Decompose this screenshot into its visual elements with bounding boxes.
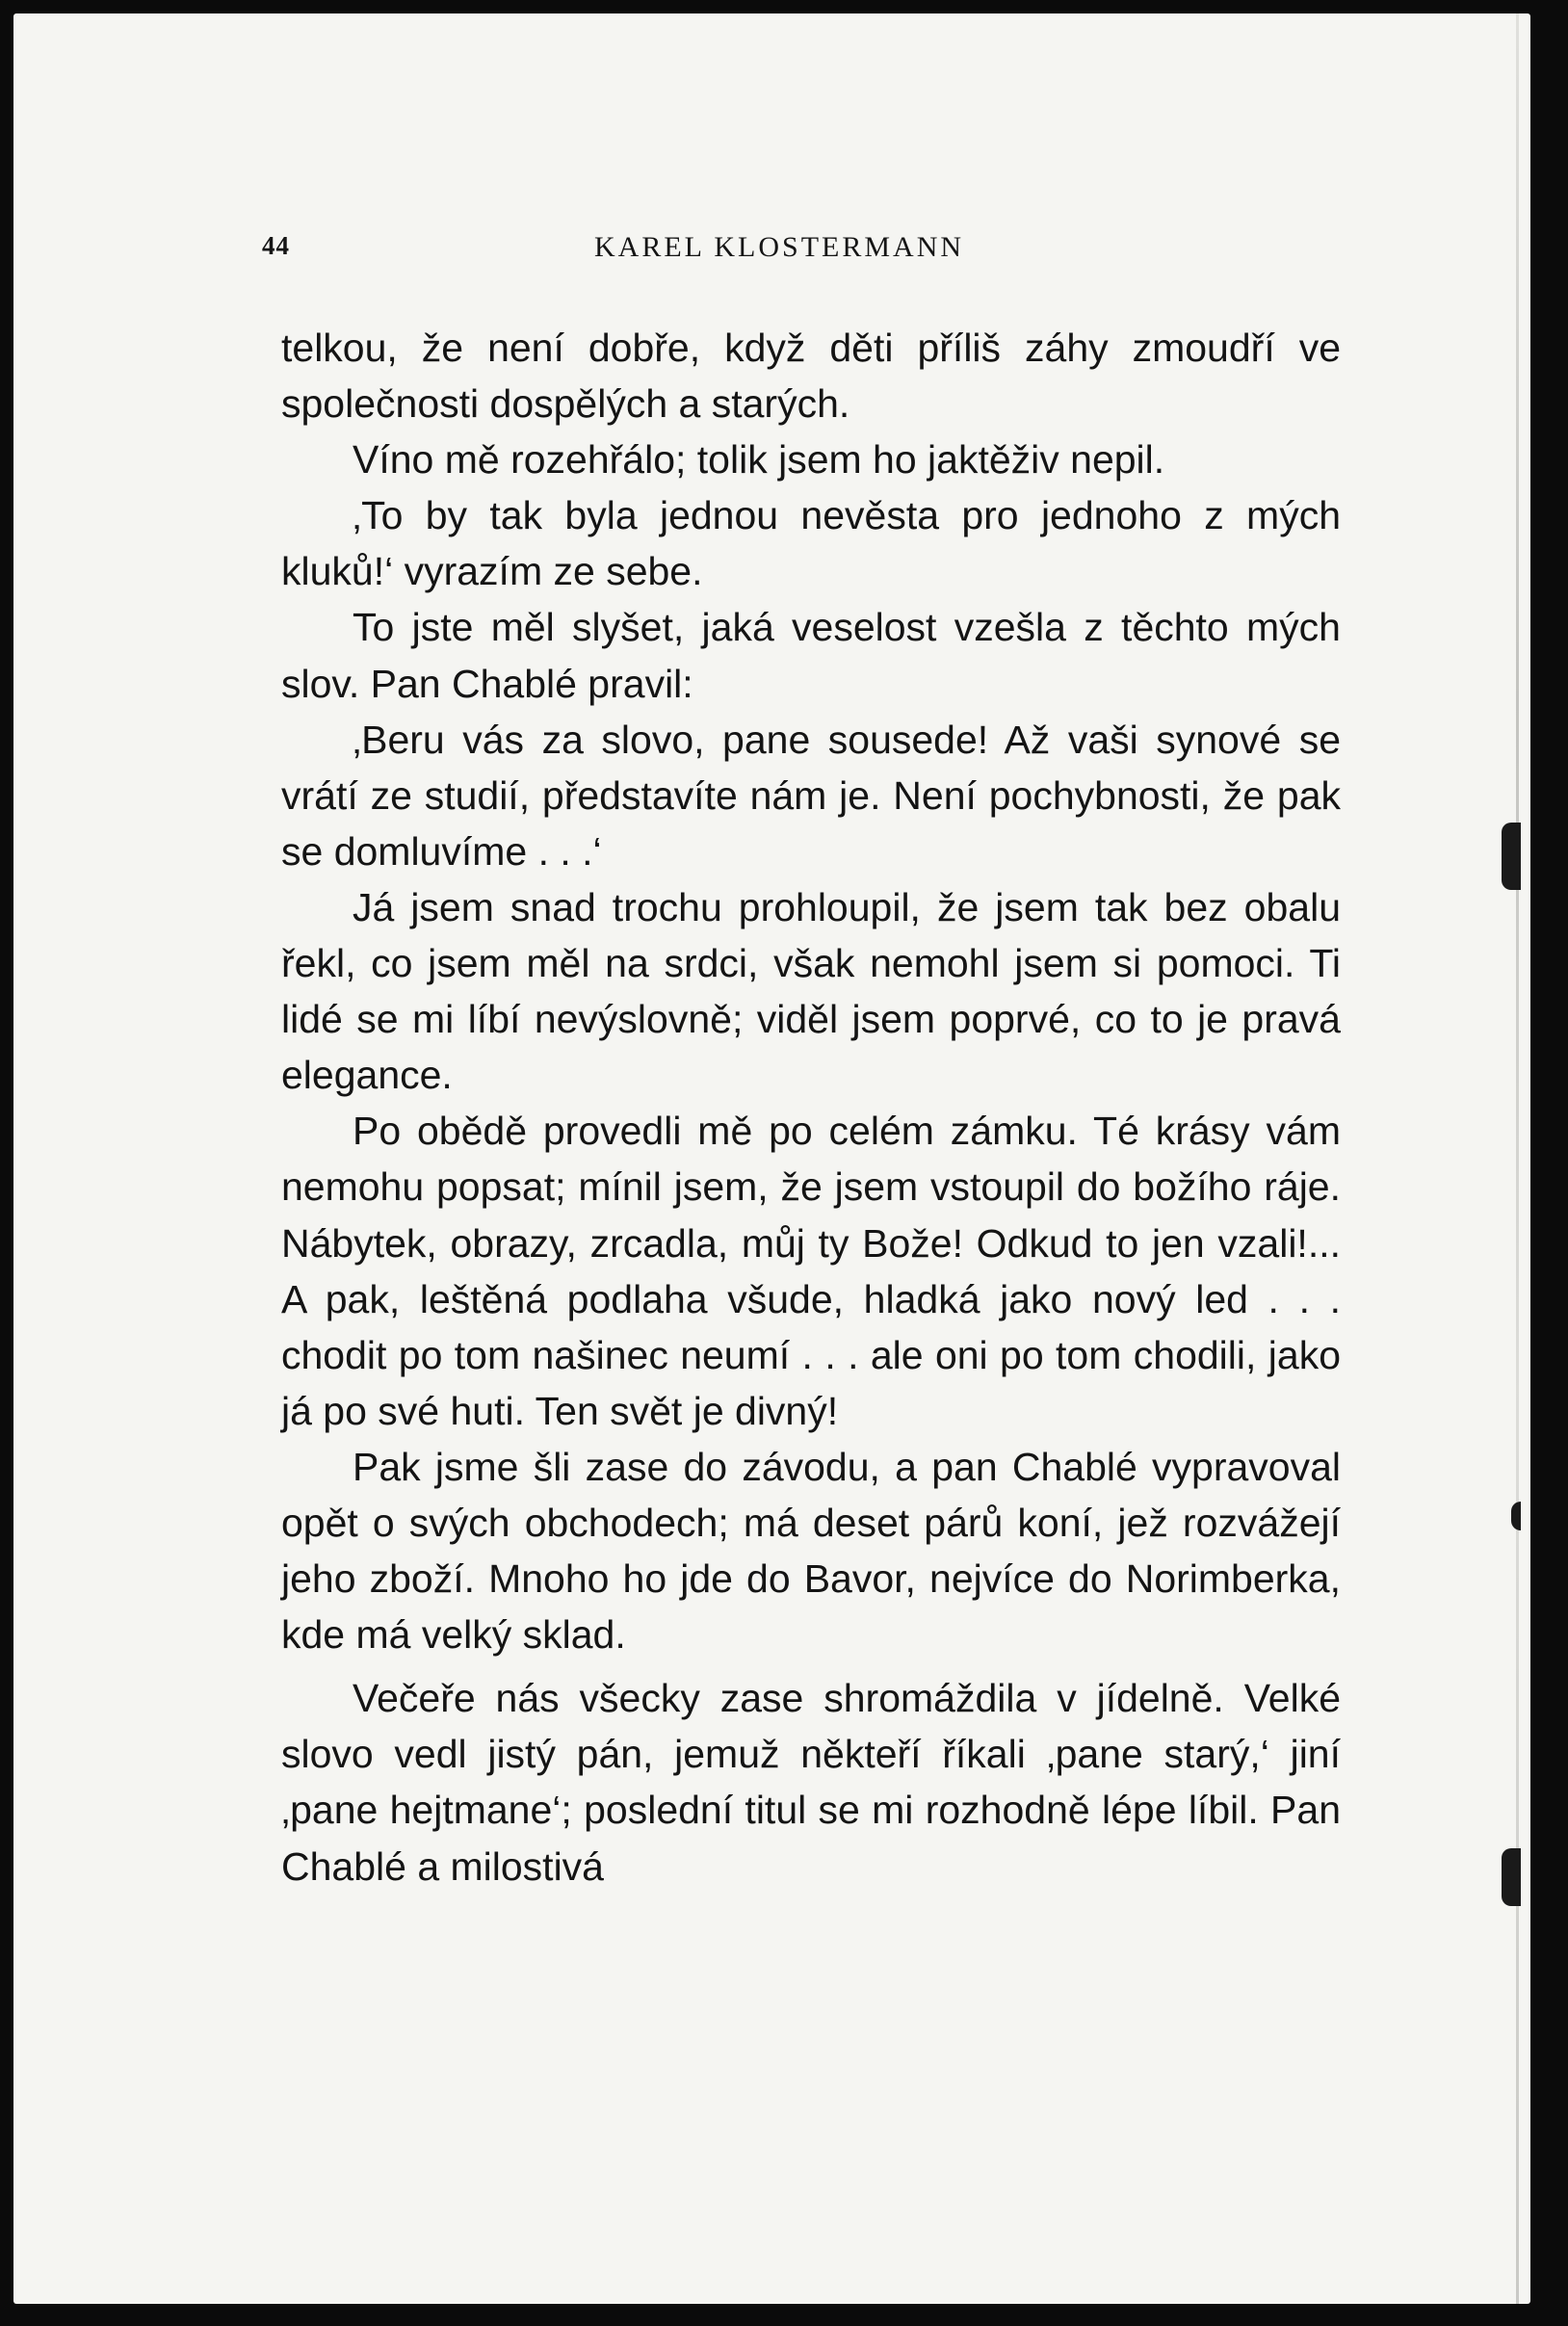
page-number: 44	[262, 231, 290, 260]
binding-mark	[1502, 823, 1521, 890]
paragraph: ‚Beru vás za slovo, pane sousede! Až vaši synové se vrátí ze studií, představíte nám je. Není pochybnosti, že pak se domluvíme . . .‘	[281, 717, 1341, 874]
paragraph: telkou, že není dobře, když děti příliš záhy zmoudří ve společnosti dospělých a starých.	[281, 326, 1341, 427]
body-text	[281, 320, 1341, 1895]
paragraph: Pak jsme šli zase do závodu, a pan Chablé vypravoval opět o svých obchodech; má deset párů koní, jež rozvážejí jeho zboží. Mnoho ho jde do Bavor, nejvíce do Norimberka, kde má velký sklad.	[281, 1444, 1341, 1658]
running-head: KAREL KLOSTERMANN	[594, 231, 965, 263]
paragraph: To jste měl slyšet, jaká veselost vzešla z těchto mých slov. Pan Chablé pravil:	[281, 605, 1341, 706]
paragraph: Večeře nás všecky zase shromáždila v jídelně. Velké slovo vedl jistý pán, jemuž někteří říkali ‚pane starý,‘ jiní ‚pane hejtmane‘; poslední titul se mi rozhodně lépe líbil. Pan Chablé a milostivá	[281, 1676, 1341, 1889]
page-edge-line	[1516, 13, 1519, 2304]
page-header	[262, 231, 1341, 274]
paragraph: Po obědě provedli mě po celém zámku. Té krásy vám nemohu popsat; mínil jsem, že jsem vstoupil do božího ráje. Nábytek, obrazy, zrcadla, můj ty Bože! Odkud to jen vzali!... A pak, leštěná podlaha všude, hladká jako nový led . . . chodit po tom našinec neumí . . . ale oni po tom chodili, jako já po své huti. Ten svět je divný!	[281, 1109, 1341, 1433]
binding-mark	[1511, 1502, 1521, 1530]
binding-mark	[1502, 1848, 1521, 1906]
paragraph: Já jsem snad trochu prohloupil, že jsem tak bez obalu řekl, co jsem měl na srdci, však nemohl jsem si pomoci. Ti lidé se mi líbí nevýslovně; viděl jsem poprvé, co to je pravá elegance.	[281, 884, 1341, 1098]
paragraph: Víno mě rozehřálo; tolik jsem ho jaktěživ nepil.	[353, 437, 1165, 483]
paragraph: ‚To by tak byla jednou nevěsta pro jednoho z mých kluků!‘ vyrazím ze sebe.	[281, 493, 1341, 594]
